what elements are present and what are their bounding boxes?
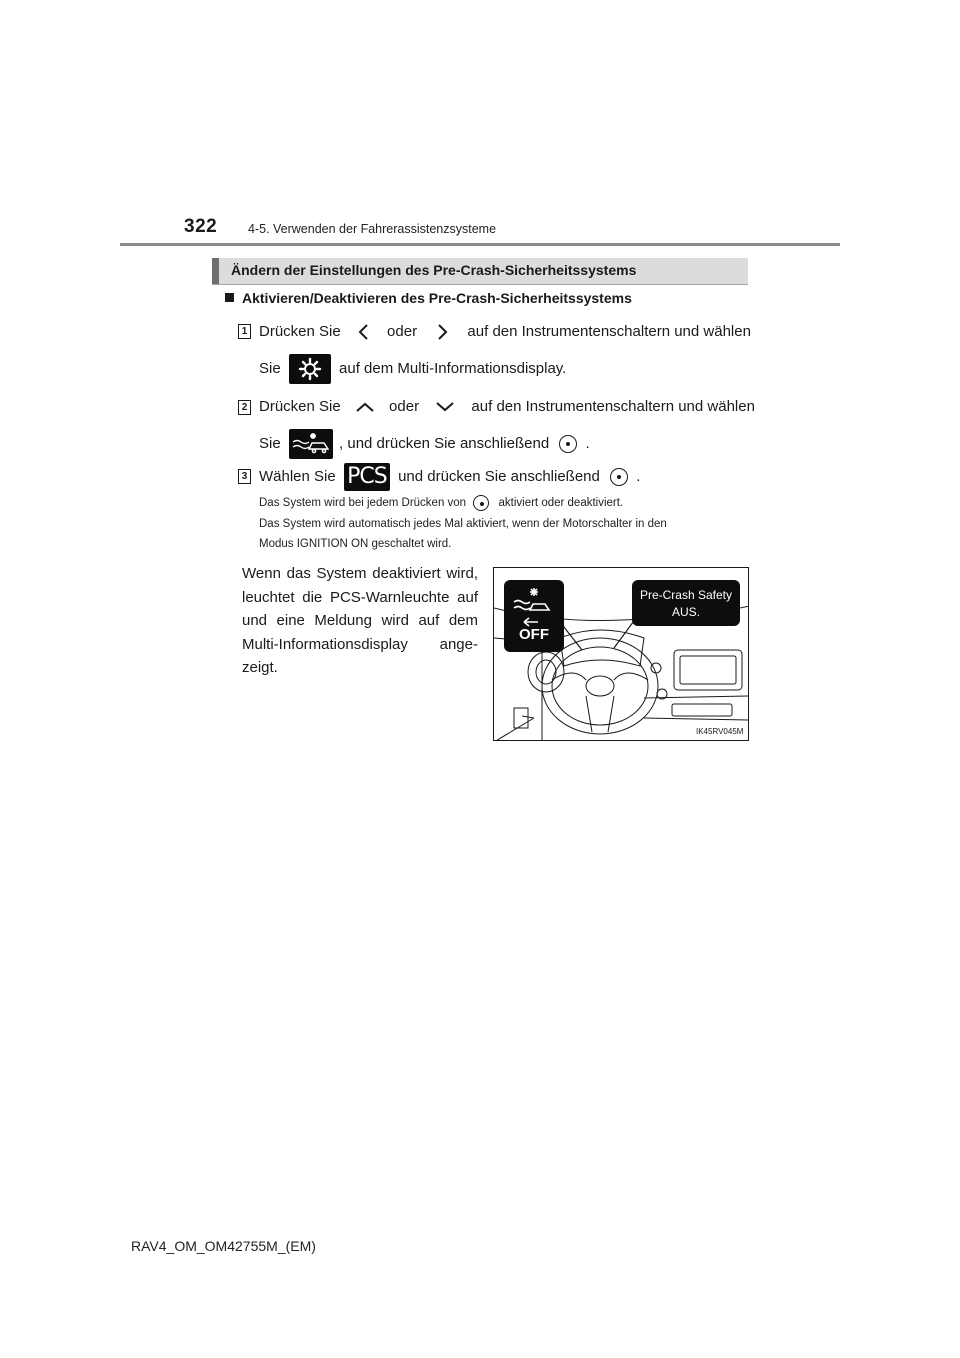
chevron-right-icon <box>429 322 455 342</box>
ok-button-icon <box>559 435 577 453</box>
chevron-left-icon <box>351 322 377 342</box>
ok-button-icon <box>610 468 628 486</box>
step-text: und drücken Sie anschließend <box>398 467 600 485</box>
step-text: . <box>585 434 590 452</box>
ok-button-icon <box>473 495 489 511</box>
chapter-heading: 4-5. Verwenden der Fahrerassistenzsysteme <box>248 222 497 236</box>
step-2-line-1 <box>259 398 755 416</box>
step-text: auf den Instrumentenschaltern und wählen <box>471 398 755 415</box>
step-text: . <box>636 467 641 485</box>
square-bullet-icon <box>225 293 234 302</box>
step-text: auf den Instrumentenschaltern und wählen <box>467 322 751 340</box>
figure-code: IK45RV045M <box>696 727 744 736</box>
note-1 <box>259 495 623 511</box>
step-text: auf dem Multi-Informationsdisplay. <box>339 359 567 377</box>
step-2-line-2 <box>259 429 590 459</box>
step-1-line-2 <box>259 354 566 384</box>
step-number-3: 3 <box>238 469 251 484</box>
body-line: und eine Meldung wird auf dem <box>242 612 478 629</box>
settings-gear-icon <box>289 354 331 384</box>
display-message-line-2: AUS. <box>671 605 700 619</box>
section-title: Ändern der Einstellungen des Pre-Crash-Sicherheitssystems <box>231 262 637 278</box>
step-text: oder <box>387 322 418 340</box>
chevron-up-icon <box>351 398 379 416</box>
pcs-icon: PCS <box>344 463 390 491</box>
pcs-off-label: OFF <box>519 626 549 643</box>
step-text: Drücken Sie <box>259 398 341 415</box>
step-number-1: 1 <box>238 324 251 339</box>
page-number: 322 <box>184 216 218 237</box>
document-id: RAV4_OM_OM42755M_(EM) <box>131 1238 316 1254</box>
subheading-text: Aktivieren/Deaktivieren des Pre-Crash-Sicherheitssystems <box>242 290 632 306</box>
section-divider <box>212 284 748 285</box>
body-line: leuchtet die PCS-Warnleuchte auf <box>242 588 478 606</box>
body-line: zeigt. <box>242 659 278 676</box>
step-text: Wählen Sie <box>259 467 336 485</box>
step-number-2: 2 <box>238 400 251 415</box>
dashboard-illustration <box>493 567 749 741</box>
note-2-line-1: Das System wird automatisch jedes Mal aktiviert, wenn der Motorschalter in den <box>259 518 667 530</box>
subheading <box>225 290 632 306</box>
note-2-line-2: Modus IGNITION ON geschaltet wird. <box>259 538 452 550</box>
body-line: Wenn das System deaktiviert wird, <box>242 565 478 582</box>
display-message-line-1: Pre-Crash Safety <box>639 588 733 602</box>
step-text: Sie <box>259 359 281 377</box>
step-3-line-1 <box>259 463 640 491</box>
note-text: Das System wird bei jedem Drücken von <box>259 497 467 510</box>
step-text: Sie <box>259 434 281 452</box>
note-text: aktiviert oder deaktiviert. <box>498 497 624 510</box>
body-paragraph <box>242 562 478 680</box>
header-divider <box>120 243 840 246</box>
step-1-line-1 <box>259 322 751 342</box>
step-text: oder <box>389 398 420 415</box>
step-text: Drücken Sie <box>259 322 341 340</box>
section-title-bar <box>212 258 748 284</box>
body-line: Multi-Informationsdisplay ange- <box>242 635 478 653</box>
pre-crash-icon <box>289 429 333 459</box>
step-text: , und drücken Sie anschließend <box>339 434 550 452</box>
chevron-down-icon <box>431 398 459 416</box>
